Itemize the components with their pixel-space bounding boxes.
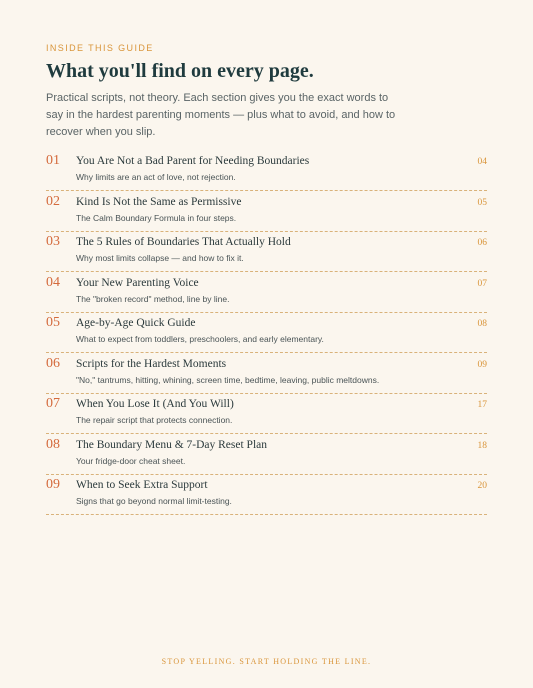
toc-item[interactable] (46, 273, 487, 313)
section-number: 09 (46, 477, 60, 492)
section-title: Kind Is Not the Same as Permissive (76, 195, 242, 208)
section-subtitle: Signs that go beyond normal limit-testing. (76, 496, 232, 506)
section-page: 08 (477, 319, 487, 329)
toc-item[interactable] (46, 354, 487, 394)
section-subtitle: Your fridge-door cheat sheet. (76, 455, 186, 466)
section-title: The 5 Rules of Boundaries That Actually Hold (76, 236, 291, 248)
section-subtitle: "No," tantrums, hitting, whining, screen time, bedtime, leaving, public meltdowns. (76, 374, 380, 385)
section-title: You Are Not a Bad Parent for Needing Boundaries (76, 155, 310, 167)
section-title: Scripts for the Hardest Moments (76, 357, 227, 370)
section-number: 02 (46, 193, 60, 209)
page-title: What you'll find on every page. (46, 60, 314, 82)
intro-paragraph: Practical scripts, not theory. Each section gives you the exact words to say in the hardest parenting moments — plus what to avoid, and how to recover when you slip. (46, 92, 396, 138)
footer-tagline: STOP YELLING. START HOLDING THE LINE. (161, 657, 372, 666)
section-number: 05 (46, 315, 60, 330)
section-number: 01 (46, 153, 60, 168)
toc-item[interactable] (46, 394, 487, 434)
section-number: 04 (46, 274, 60, 290)
toc-item[interactable] (46, 313, 487, 353)
toc-item[interactable] (46, 192, 487, 232)
section-subtitle: Why most limits collapse — and how to fix it. (76, 253, 244, 263)
section-page: 09 (477, 359, 487, 370)
section-subtitle: The Calm Boundary Formula in four steps. (76, 212, 237, 223)
section-page: 07 (477, 278, 487, 289)
section-title: The Boundary Menu & 7-Day Reset Plan (76, 438, 267, 451)
eyebrow-label: INSIDE THIS GUIDE (46, 43, 154, 53)
section-title: Age-by-Age Quick Guide (76, 317, 196, 329)
section-subtitle: The repair script that protects connection. (76, 415, 233, 425)
section-subtitle: What to expect from toddlers, preschoolers, and early elementary. (76, 334, 324, 344)
section-title: When to Seek Extra Support (76, 479, 208, 491)
section-number: 03 (46, 234, 60, 249)
section-page: 17 (477, 400, 487, 410)
toc-item[interactable] (46, 435, 487, 475)
toc-item[interactable] (46, 151, 487, 191)
table-of-contents (46, 151, 487, 515)
section-page: 04 (477, 157, 487, 167)
section-number: 08 (46, 436, 60, 452)
section-page: 06 (477, 238, 487, 248)
section-subtitle: The "broken record" method, line by line. (76, 293, 230, 304)
section-page: 20 (477, 481, 487, 491)
section-number: 06 (46, 355, 60, 371)
toc-item[interactable] (46, 475, 487, 515)
section-page: 05 (477, 197, 487, 208)
section-title: When You Lose It (And You Will) (76, 398, 234, 410)
section-page: 18 (477, 440, 487, 451)
section-title: Your New Parenting Voice (76, 276, 199, 289)
section-subtitle: Why limits are an act of love, not rejection. (76, 172, 236, 182)
section-number: 07 (46, 396, 60, 411)
toc-item[interactable] (46, 232, 487, 272)
